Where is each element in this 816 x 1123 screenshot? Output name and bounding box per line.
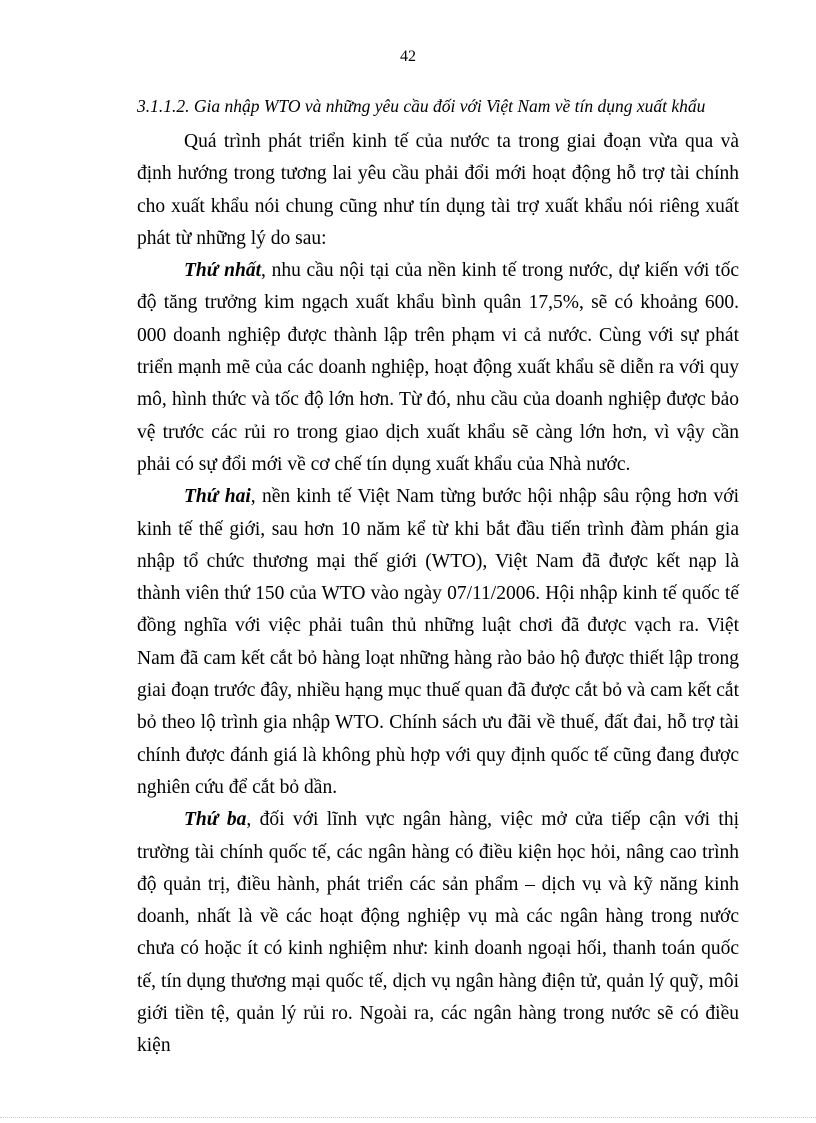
section-heading: 3.1.1.2. Gia nhập WTO và những yêu cầu đối với Việt Nam về tín dụng xuất khẩu — [137, 96, 706, 116]
page-bottom-border — [0, 1117, 816, 1118]
paragraph-lead: Thứ hai — [184, 486, 251, 508]
paragraph-intro — [137, 126, 739, 255]
page-number: 42 — [400, 48, 416, 65]
paragraph-lead: Thứ ba — [184, 809, 247, 831]
paragraph-text: Quá trình phát triển kinh tế của nước ta trong giai đoạn vừa qua và định hướng trong tương lai yêu cầu phải đổi mới hoạt động hỗ trợ tài chính cho xuất khẩu nói chung cũng như tín dụng tài trợ xuất khẩu nói riêng xuất phát từ những lý do sau: — [137, 131, 739, 249]
paragraph-third-reason — [137, 804, 739, 1062]
paragraph-text: , đối với lĩnh vực ngân hàng, việc mở cửa tiếp cận với thị trường tài chính quốc tế, các ngân hàng có điều kiện học hỏi, nâng cao trình độ quản trị, điều hành, phát triển các sản phẩm – dịch vụ và kỹ năng kinh doanh, nhất là về các hoạt động nghiệp vụ mà các ngân hàng trong nước chưa có hoặc ít có kinh nghiệm như: kinh doanh ngoại hối, thanh toán quốc tế, tín dụng thương mại quốc tế, dịch vụ ngân hàng điện tử, quản lý quỹ, môi giới tiền tệ, quản lý rủi ro. Ngoài ra, các ngân hàng trong nước sẽ có điều kiện — [137, 809, 739, 1057]
paragraph-first-reason — [137, 255, 739, 481]
paragraph-second-reason — [137, 481, 739, 804]
paragraph-text: , nhu cầu nội tại của nền kinh tế trong nước, dự kiến với tốc độ tăng trưởng kim ngạch xuất khẩu bình quân 17,5%, sẽ có khoảng 600. 000 doanh nghiệp được thành lập trên phạm vi cả nước. Cùng với sự phát triển mạnh mẽ của các doanh nghiệp, hoạt động xuất khẩu sẽ diễn ra với quy mô, hình thức và tốc độ lớn hơn. Từ đó, nhu cầu của doanh nghiệp được bảo vệ trước các rủi ro trong giao dịch xuất khẩu sẽ càng lớn hơn, vì vậy cần phải có sự đổi mới về cơ chế tín dụng xuất khẩu của Nhà nước. — [137, 260, 739, 475]
paragraph-text: , nền kinh tế Việt Nam từng bước hội nhập sâu rộng hơn với kinh tế thế giới, sau hơn 10 năm kể từ khi bắt đầu tiến trình đàm phán gia nhập tổ chức thương mại thế giới (WTO), Việt Nam đã được kết nạp là thành viên thứ 150 của WTO vào ngày 07/11/2006. Hội nhập kinh tế quốc tế đồng nghĩa với việc phải tuân thủ những luật chơi đã được vạch ra. Việt Nam đã cam kết cắt bỏ hàng loạt những hàng rào bảo hộ được thiết lập trong giai đoạn trước đây, nhiều hạng mục thuế quan đã được cắt bỏ và cam kết cắt bỏ theo lộ trình gia nhập WTO. Chính sách ưu đãi về thuế, đất đai, hỗ trợ tài chính được đánh giá là không phù hợp với quy định quốc tế cũng đang được nghiên cứu để cắt bỏ dần. — [137, 486, 740, 798]
body-text — [137, 126, 739, 1063]
paragraph-lead: Thứ nhất — [184, 260, 262, 282]
